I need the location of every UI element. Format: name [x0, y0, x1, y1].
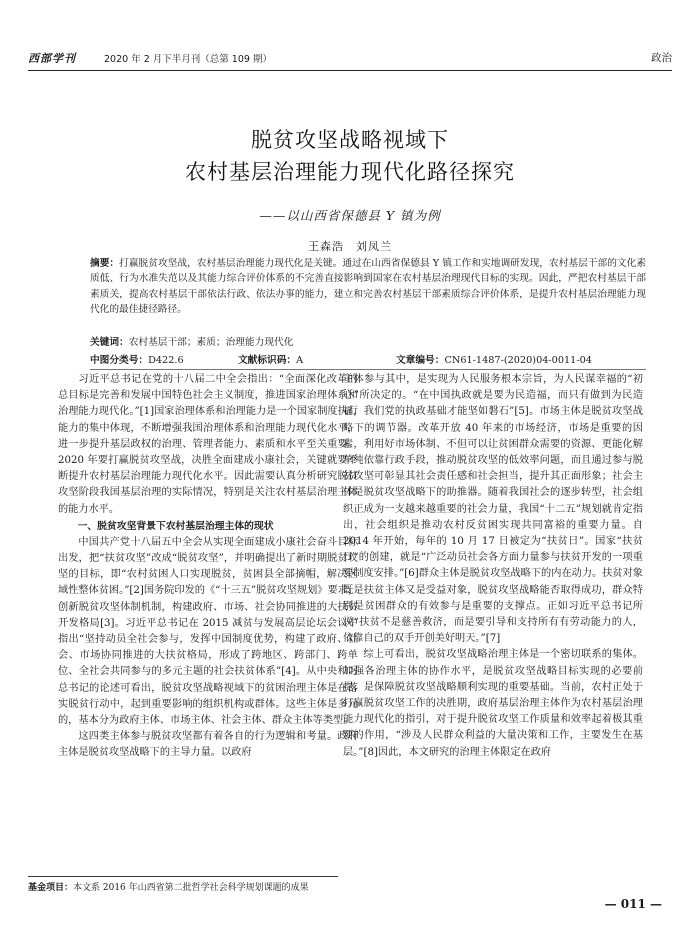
paragraph: 习近平总书记在党的十八届二中全会指出：“全面深化改革的总目标是完善和发展中国特色社会主义制度，推进国家治理体系和治理能力现代化。”[1]国家治理体系和治理能力是一个国家制度执行能力的集中体现，不断增强我国治理体系和治理能力现代化水平，进一步提升基层政权的治理、管理者能力、素质和水平至关重要。2020 年要打赢脱贫攻坚战，决胜全面建成小康社会，关键就要不断提升农村基层治理能力现代化水平。因此需要认真分析研究脱贫攻坚阶段我国基层治理的实际情况，特别是关注农村基层治理主体的能力水平。 — [58, 374, 358, 515]
clc-value: D422.6 — [148, 355, 184, 366]
footnote-rule — [28, 876, 338, 877]
article-label: 文章编号： — [396, 355, 445, 366]
keywords-text: 农村基层干部；素质；治理能力现代化 — [128, 337, 294, 348]
subtitle: ——以山西省保德县 Y 镇为例 — [259, 208, 441, 223]
section-name: 政治 — [651, 52, 672, 64]
footnote-text: 本文系 2016 年山西省第二批哲学社会科学规划课题的成果 — [73, 883, 309, 893]
doc-value: A — [296, 355, 304, 366]
abstract — [90, 256, 646, 318]
body-rule — [90, 369, 646, 370]
body-column-left — [58, 372, 358, 762]
clc-label: 中图分类号： — [90, 355, 149, 366]
keywords-label: 关键词： — [90, 337, 129, 348]
clc-number — [90, 352, 184, 366]
paragraph: 中国共产党十八届五中全会从实现全面建成小康社会奋斗目标出发，把“扶贫攻坚”改成“脱贫攻坚”，并明确提出了新时期脱贫攻坚的目标，即“农村贫困人口实现脱贫，贫困县全部摘帽，解决区域性整体贫困。”[2]国务院印发的《“十三五”脱贫攻坚规划》要求，创新脱贫攻坚体制机制，构建政府、市场、社会协同推进的大扶贫开发格局[3]。习近平总书记在 2015 减贫与发展高层论坛会议中指出“坚持动员全社会参与，发挥中国制度优势，构建了政府、社会、市场协同推进的大扶贫格局，形成了跨地区、跨部门、跨单位、全社会共同参与的多元主题的社会扶贫体系”[4]。从中央和习总书记的论述可看出，脱贫攻坚战略视域下的贫困治理主体是在落实脱贫行动中，起到重要影响的组织机构或群体。这些主体是多元的，基本分为政府主体、市场主体、社会主体、群众主体等类型。 — [58, 536, 359, 727]
paragraph: 这四类主体参与脱贫攻坚都有着各自的行为逻辑和考量。政府主体是脱贫攻坚战略下的主导力量。以政府 — [58, 731, 358, 759]
doc-code — [238, 352, 303, 366]
article-value: CN61-1487-(2020)04-0011-04 — [444, 355, 592, 366]
issue-info: 2020 年 2 月下半月刊（总第 109 期） — [104, 54, 272, 65]
paragraph: 综上可看出，脱贫攻坚战略治理主体是一个密切联系的集体。加强各治理主体的协作水平，是脱贫攻坚战略目标实现的必要前提，是保障脱贫攻坚战略顺利实现的重要基础。当前，农村正处于打赢脱贫攻坚工作的决胜期，政府基层治理主体作为农村基层治理能力现代化的指引，对于提升脱贫攻坚工作质量和效率起着极其重要的作用，“涉及人民群众利益的大量决策和工作，主要发生在基层。”[8]因此，本文研究的治理主体限定在政府 — [343, 649, 643, 758]
article-number — [396, 352, 592, 366]
running-header — [28, 46, 672, 68]
abstract-text: 打赢脱贫攻坚战，农村基层治理能力现代化是关键。通过在山西省保德县 Y 镇工作和实地调研发现，农村基层干部的文化素质低、行为水准失范以及其能力综合评价体系的不完善直接影响到国家在农村基层治理现代目标的实现。因此，严把农村基层干部素质关，提高农村基层干部依法行政、依法办事的能力，建立和完善农村基层干部素质综合评价体系，是提升农村基层治理能力现代化的最佳捷径路径。 — [90, 258, 647, 316]
footnote-label: 基金项目： — [28, 883, 74, 893]
footnote — [28, 880, 309, 893]
keywords — [90, 334, 293, 348]
authors: 王森浩 刘凤兰 — [308, 240, 392, 253]
body-column-right — [343, 372, 643, 761]
page-number: — 011 — — [604, 897, 662, 911]
paragraph: 主体参与其中，是实现为人民服务根本宗旨，为人民谋幸福的“初心”所决定的。“在中国执政就是要为民造福，而只有做到为民造福，我们党的执政基础才能坚如磐石”[5]。市场主体是脱贫攻坚战略下的调节器。改革开放 40 年来的市场经济，市场是重要的因素，利用好市场体制、不但可以让贫困群众需要的资源、更能化解单纯依靠行政手段，推动脱贫攻坚的低效率问题，而且通过参与脱贫攻坚可彰显其社会责任感和社会担当，提升其正面形象；社会主体是脱贫攻坚战略下的助推器。随着我国社会的逐步转型，社会组织正成为一支越来越重要的社会力量，我国“十二五”规划就肯定指出，社会组织是推动农村反贫困实现共同富裕的重要力量。自 2014 年开始，每年的 10 月 17 日被定为“扶贫日”。国家“扶贫日”的创建，就是“广泛动员社会各方面力量参与扶贫开发的一项重要制度安排。”[6]群众主体是脱贫攻坚战略下的内在动力。扶贫对象既是扶贫主体又是受益对象，脱贫攻坚战略能否取得成功，群众特别是贫困群众的有效参与是重要的支撑点。正如习近平总书记所说“扶贫不是慈善救济，而是要引导和支持所有有劳动能力的人，依靠自己的双手开创美好明天。”[7] — [343, 374, 643, 645]
journal-logo: 西部学刊 — [28, 52, 76, 65]
abstract-label: 摘要： — [90, 258, 120, 269]
doc-label: 文献标识码： — [238, 355, 297, 366]
section-heading: 一、脱贫攻坚背景下农村基层治理主体的现状 — [77, 520, 274, 532]
header-rule — [28, 70, 672, 71]
title-line-2: 农村基层治理能力现代化路径探究 — [185, 160, 515, 184]
title-line-1: 脱贫攻坚战略视域下 — [251, 128, 449, 152]
